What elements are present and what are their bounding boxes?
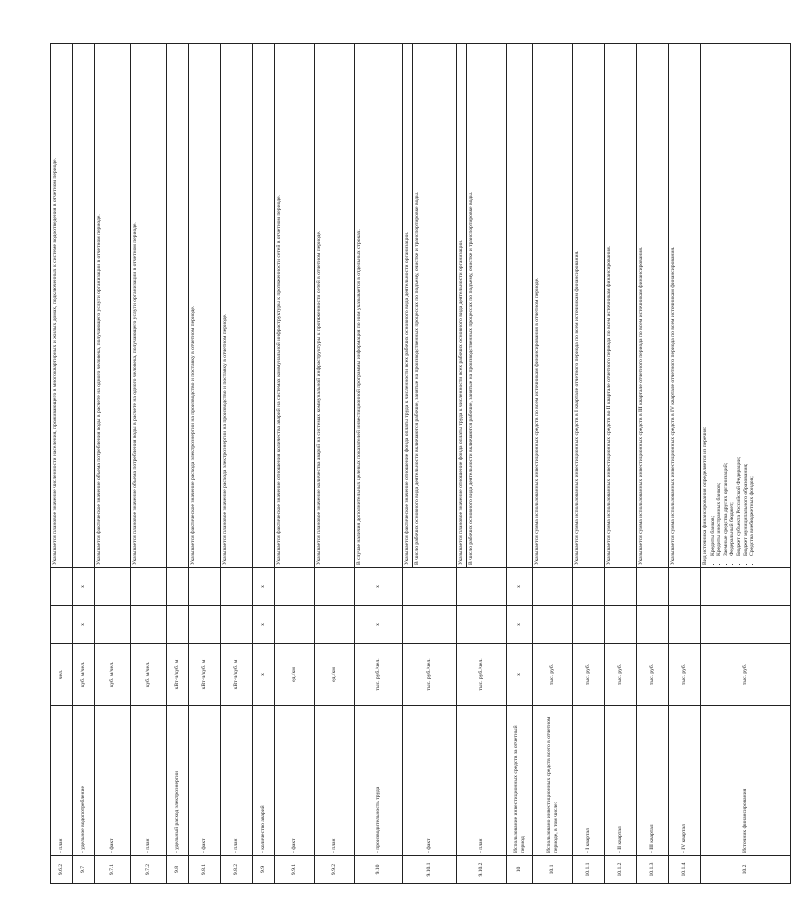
table-row [573, 44, 605, 884]
row-number-cell: 9.8 [167, 856, 189, 884]
indicator-name-cell: - II квартал [605, 706, 637, 856]
description-cell [73, 44, 95, 568]
value-cell-2 [669, 568, 701, 606]
row-number-cell: 10.1.1 [573, 856, 605, 884]
unit-cell: тыс. руб. [605, 644, 637, 706]
value-cell-2 [457, 568, 507, 606]
description-text: Указывается фактическое значение отношение фонда оплаты труда к численности всех рабочих основного вида деятельности организации. [404, 231, 410, 565]
value-cell-1 [605, 606, 637, 644]
unit-cell: х [253, 644, 275, 706]
table-row [131, 44, 167, 884]
value-cell-2 [573, 568, 605, 606]
description-text: Указывается плановое значение объема потребления воды в расчете на одного человека, получающего услуги организации в отчетном периоде. [132, 222, 138, 565]
list-item: • Средства внебюджетных фондов; [749, 46, 756, 556]
value-cell-1: х [507, 606, 533, 644]
table-row [605, 44, 637, 884]
indicator-name-cell: - факт [95, 706, 131, 856]
value-cell-1 [669, 606, 701, 644]
description-text: Указывается фактическое значение расхода электроэнергии на производство и поставку в отчетном периоде. [190, 305, 196, 565]
indicator-name-cell: - количество аварий [253, 706, 275, 856]
description-cell [669, 44, 701, 568]
value-cell-1 [457, 606, 507, 644]
table-row [457, 44, 507, 884]
value-cell-1: х [73, 606, 95, 644]
value-cell-2: х [73, 568, 95, 606]
table-row [253, 44, 275, 884]
row-number-cell: 9.9.2 [315, 856, 355, 884]
indicators-table [50, 43, 791, 884]
description-text: Указывается плановое значение численности населения, проживающего в многоквартирных и жилых домах, подключенных к системе водоотведения в отчетном периоде. [52, 158, 58, 565]
table-row [51, 44, 73, 884]
description-text: Указывается плановое значение отношение фонда оплаты труда к численности всех рабочих основного вида деятельности организации. [458, 239, 464, 565]
indicator-name-cell: - план [457, 706, 507, 856]
unit-cell: кВт·ч/куб. м [167, 644, 189, 706]
value-cell-2 [131, 568, 167, 606]
description-text: Указывается сумма использованных инвестиционных средств в I квартале отчетного периода по всем источникам финансирования. [574, 250, 580, 565]
table-row [669, 44, 701, 884]
rotated-table-wrapper [50, 44, 756, 884]
value-cell-2 [533, 568, 573, 606]
indicator-name-cell: - факт [189, 706, 221, 856]
unit-cell: ед./км [315, 644, 355, 706]
description-cell [533, 44, 573, 568]
value-cell-1 [701, 606, 791, 644]
indicator-name-cell: - удельное водопотребление [73, 706, 95, 856]
unit-cell: тыс. руб./чел. [355, 644, 403, 706]
description-text: Указывается сумма использованных инвестиционных средств во II квартале отчетного периода по всем источникам финансирования. [606, 245, 612, 565]
row-number-cell: 10.1.2 [605, 856, 637, 884]
value-cell-2 [95, 568, 131, 606]
value-cell-1: х [355, 606, 403, 644]
row-number-cell: 10.1 [533, 856, 573, 884]
row-number-cell: 10.1.3 [637, 856, 669, 884]
row-number-cell: 9.9.1 [275, 856, 315, 884]
table-row [315, 44, 355, 884]
table-row [189, 44, 221, 884]
indicator-name-cell: - факт [275, 706, 315, 856]
indicator-name-cell: - I квартал [573, 706, 605, 856]
table-row [701, 44, 791, 884]
value-cell-2 [403, 568, 457, 606]
unit-cell: тыс. руб. [701, 644, 791, 706]
unit-cell: х [507, 644, 533, 706]
value-cell-1: х [253, 606, 275, 644]
list-item: • Бюджет субъекта Российской Федерации; [736, 46, 743, 556]
description-cell [51, 44, 73, 568]
value-cell-1 [275, 606, 315, 644]
row-number-cell: 9.10.1 [403, 856, 457, 884]
description-cell [95, 44, 131, 568]
value-cell-1 [315, 606, 355, 644]
value-cell-2 [221, 568, 253, 606]
description-cell [605, 44, 637, 568]
value-cell-2 [51, 568, 73, 606]
unit-cell: чел. [51, 644, 73, 706]
table-row [507, 44, 533, 884]
list-item: • Кредиты иностранных банков; [716, 46, 723, 556]
description-cell [275, 44, 315, 568]
table-body [51, 44, 791, 884]
list-item: • Заемные средства других организаций; [723, 46, 730, 556]
description-text: Указывается сумма использованных инвестиционных средств в III квартале отчетного периода по всем источникам финансирования. [638, 246, 644, 565]
row-number-cell: 9.9 [253, 856, 275, 884]
value-cell-1 [403, 606, 457, 644]
unit-cell: кВт·ч/куб. м [221, 644, 253, 706]
indicator-name-cell: - удельный расход электроэнергии [167, 706, 189, 856]
description-cell [253, 44, 275, 568]
description-text: Указывается сумма использованных инвестиционных средств по всем источникам финансирования в отчетном периоде. [534, 277, 540, 565]
description-note: В число рабочих основного вида деятельности включаются рабочие, занятые на производственных процессах по подъему, очистке и транспортировке воды. [467, 191, 474, 565]
unit-cell: куб. м/чел. [131, 644, 167, 706]
description-text: Указывается фактическое значение отношения количества аварий на системах коммунальной инфраструктуры к протяженности сетей в отчетном периоде. [276, 195, 282, 565]
value-cell-2: х [507, 568, 533, 606]
description-text: Вид источника финансирования определяется из перечня: [702, 426, 708, 565]
description-cell [701, 44, 791, 568]
description-text: В случае наличия дополнительных целевых показателей инвестиционной программы информация по ним указывается в отдельных строках. [356, 229, 362, 565]
table-row [167, 44, 189, 884]
table-row [73, 44, 95, 884]
description-cell [637, 44, 669, 568]
row-number-cell: 9.8.1 [189, 856, 221, 884]
value-cell-1 [51, 606, 73, 644]
row-number-cell: 10.1.4 [669, 856, 701, 884]
indicator-name-cell: Использовано инвестиционных средств всего в отчетном периоде, в том числе: [533, 706, 573, 856]
funding-source-list [710, 46, 756, 565]
unit-cell: куб. м/чел. [73, 644, 95, 706]
description-cell [221, 44, 253, 568]
cell-divider [412, 44, 413, 567]
value-cell-2 [701, 568, 791, 606]
description-cell [403, 44, 457, 568]
list-item: • Кредиты банков; [710, 46, 717, 556]
value-cell-2 [605, 568, 637, 606]
value-cell-2 [167, 568, 189, 606]
unit-cell: тыс. руб. [573, 644, 605, 706]
unit-cell: тыс. руб. [533, 644, 573, 706]
description-text: Указывается плановое значение количества аварий на системах коммунальной инфраструктуры к протяженности сетей в отчетном периоде. [316, 230, 322, 565]
row-number-cell: 10.2 [701, 856, 791, 884]
row-number-cell: 9.8.2 [221, 856, 253, 884]
indicator-name-cell: Источник финансирования [701, 706, 791, 856]
unit-cell: куб. м/чел. [95, 644, 131, 706]
value-cell-1 [189, 606, 221, 644]
value-cell-1 [95, 606, 131, 644]
description-text: Указывается фактическое значение объема потребления воды в расчете на одного человека, получающего услуги организации в отчетном периоде. [96, 214, 102, 565]
row-number-cell: 9.7.2 [131, 856, 167, 884]
value-cell-2: х [253, 568, 275, 606]
row-number-cell: 10 [507, 856, 533, 884]
row-number-cell: 9.10.2 [457, 856, 507, 884]
description-cell [457, 44, 507, 568]
list-item: • Федеральный бюджет; [729, 46, 736, 556]
table-row [637, 44, 669, 884]
row-number-cell: 9.10 [355, 856, 403, 884]
table-row [95, 44, 131, 884]
indicator-name-cell: - план [315, 706, 355, 856]
indicator-name-cell: - план [221, 706, 253, 856]
table-row [221, 44, 253, 884]
indicator-name-cell: - факт [403, 706, 457, 856]
table-row [403, 44, 457, 884]
value-cell-1 [573, 606, 605, 644]
indicator-name-cell: - IV квартал [669, 706, 701, 856]
unit-cell: тыс. руб./чел. [403, 644, 457, 706]
indicator-name-cell: Использование инвестиционных средств за отчетный период [507, 706, 533, 856]
value-cell-2 [315, 568, 355, 606]
description-cell [315, 44, 355, 568]
indicator-name-cell: - производительность труда [355, 706, 403, 856]
description-cell [355, 44, 403, 568]
indicator-name-cell: - план [51, 706, 73, 856]
row-number-cell: 9.6.2 [51, 856, 73, 884]
description-cell [131, 44, 167, 568]
unit-cell: тыс. руб. [637, 644, 669, 706]
description-cell [167, 44, 189, 568]
row-number-cell: 9.7 [73, 856, 95, 884]
value-cell-1 [637, 606, 669, 644]
description-cell [189, 44, 221, 568]
value-cell-2 [189, 568, 221, 606]
list-item: • Бюджет муниципального образования; [743, 46, 750, 556]
value-cell-2 [275, 568, 315, 606]
indicator-name-cell: - план [131, 706, 167, 856]
table-row [533, 44, 573, 884]
description-note: В число рабочих основного вида деятельности включаются рабочие, занятые на производственных процессах по подъему, очистке и транспортировке воды. [413, 191, 420, 565]
indicator-name-cell: - III квартал [637, 706, 669, 856]
value-cell-2: х [355, 568, 403, 606]
description-text: Указывается сумма использованных инвестиционных средств в IV квартале отчетного периода по всем источникам финансирования. [670, 246, 676, 565]
description-cell [573, 44, 605, 568]
value-cell-1 [221, 606, 253, 644]
description-cell [507, 44, 533, 568]
value-cell-1 [533, 606, 573, 644]
unit-cell: ед./км [275, 644, 315, 706]
table-row [355, 44, 403, 884]
unit-cell: тыс. руб. [669, 644, 701, 706]
cell-divider [466, 44, 467, 567]
value-cell-1 [167, 606, 189, 644]
description-text: Указывается плановое значение расхода электроэнергии на производство и поставку в отчетном периоде. [222, 313, 228, 565]
value-cell-2 [637, 568, 669, 606]
row-number-cell: 9.7.1 [95, 856, 131, 884]
table-row [275, 44, 315, 884]
unit-cell: кВт·ч/куб. м [189, 644, 221, 706]
value-cell-1 [131, 606, 167, 644]
unit-cell: тыс. руб./чел. [457, 644, 507, 706]
